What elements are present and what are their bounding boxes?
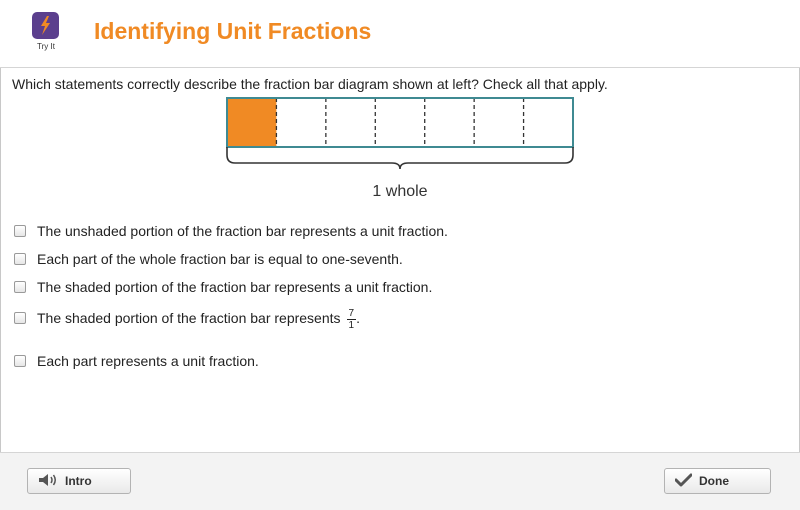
option-text: The shaded portion of the fraction bar represents bbox=[37, 310, 341, 326]
checkmark-icon bbox=[675, 473, 692, 490]
whole-label: 1 whole bbox=[372, 183, 428, 200]
option-label: The unshaded portion of the fraction bar represents a unit fraction. bbox=[37, 223, 448, 239]
option-label: The shaded portion of the fraction bar represents a unit fraction. bbox=[37, 279, 433, 295]
checkbox[interactable] bbox=[14, 225, 26, 237]
option-each-part-one-seventh[interactable] bbox=[14, 250, 403, 268]
speaker-icon bbox=[38, 473, 58, 490]
intro-label: Intro bbox=[65, 474, 92, 488]
shaded-part bbox=[227, 98, 276, 147]
done-button[interactable] bbox=[664, 468, 771, 494]
fraction-bar-svg bbox=[220, 95, 580, 205]
whole-brace bbox=[227, 147, 573, 169]
lightning-bolt-icon bbox=[32, 12, 59, 39]
option-each-part-unit-fraction[interactable] bbox=[14, 352, 259, 370]
unshaded-part bbox=[425, 98, 474, 147]
unshaded-part bbox=[375, 98, 424, 147]
page-title: Identifying Unit Fractions bbox=[94, 18, 372, 44]
option-suffix: . bbox=[356, 310, 360, 326]
unshaded-part bbox=[524, 98, 573, 147]
option-shaded-seven-over-one[interactable] bbox=[14, 308, 360, 331]
unshaded-part bbox=[326, 98, 375, 147]
fraction-numerator: 7 bbox=[348, 308, 355, 319]
fraction-denominator: 1 bbox=[348, 320, 355, 331]
header bbox=[0, 0, 800, 68]
checkbox[interactable] bbox=[14, 281, 26, 293]
done-label: Done bbox=[699, 474, 729, 488]
fraction-bar bbox=[227, 98, 573, 147]
footer-bar bbox=[0, 452, 800, 510]
option-shaded-unit-fraction[interactable] bbox=[14, 278, 432, 296]
fraction bbox=[347, 309, 357, 331]
option-label: Each part of the whole fraction bar is equal to one-seventh. bbox=[37, 251, 403, 267]
intro-button[interactable] bbox=[27, 468, 131, 494]
checkbox[interactable] bbox=[14, 355, 26, 367]
option-label bbox=[37, 307, 360, 329]
checkbox[interactable] bbox=[14, 312, 26, 324]
option-unshaded-unit-fraction[interactable] bbox=[14, 222, 448, 240]
option-label: Each part represents a unit fraction. bbox=[37, 353, 259, 369]
unshaded-part bbox=[276, 98, 325, 147]
fraction-bar-diagram bbox=[220, 95, 580, 210]
checkbox[interactable] bbox=[14, 253, 26, 265]
logo-text: Try It bbox=[37, 42, 55, 51]
unshaded-part bbox=[474, 98, 523, 147]
question-text: Which statements correctly describe the fraction bar diagram shown at left? Check all that apply. bbox=[12, 76, 608, 92]
